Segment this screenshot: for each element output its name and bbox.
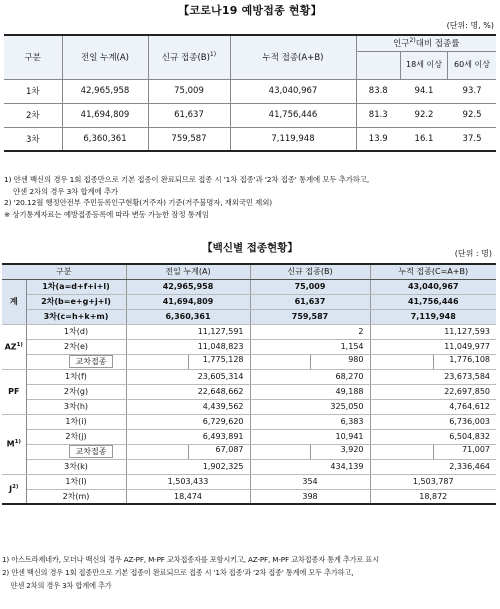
group-total: 계 xyxy=(2,279,26,324)
table-row: 2차(g) 22,648,662 49,188 22,697,850 xyxy=(2,384,496,399)
table-row: 계 1차(a=d+f+i+l) 42,965,958 75,009 43,040,967 xyxy=(2,279,496,294)
unit-label-1: (단위: 명, %) xyxy=(446,21,494,30)
group-az: AZ$^{1)}$ xyxy=(2,324,26,369)
table-row: 2차(j) 6,493,891 10,941 6,504,832 xyxy=(2,429,496,444)
table-row: 3차(k) 1,902,325 434,139 2,336,464 xyxy=(2,459,496,474)
header-age-60: 60세 이상 xyxy=(448,51,496,79)
vaccination-status-table xyxy=(4,34,496,152)
group-m: $M^{1)}$ xyxy=(2,414,26,474)
header-age-18: 18세 이상 xyxy=(400,51,448,79)
group-pf: PF xyxy=(2,369,26,414)
header-new: 신규 접종$(B)^{1)}$ xyxy=(148,35,230,79)
table-row: 3차(c=h+k+m) 6,360,361 759,587 7,119,948 xyxy=(2,309,496,324)
vaccine-type-table xyxy=(2,263,496,505)
table-row-cross: 교차접종 1,775,128 980 1,776,108 xyxy=(2,354,496,369)
vaccine-type-title: 【백신별 접종현황】 xyxy=(202,242,298,254)
table-row: 1차 42,965,958 75,009 43,040,967 83.8 94.1 93.7 xyxy=(4,79,496,103)
table-row: 2차 41,694,809 61,637 41,756,446 81.3 92.2 92.5 xyxy=(4,103,496,127)
vaccination-status-title: 【코로나19 예방접종 현황】 xyxy=(178,4,322,17)
header-cumulative: 누적 접종(A+B) xyxy=(230,35,356,79)
table-row: $M^{1)}$ 1차(i) 6,729,620 6,383 6,736,003 xyxy=(2,414,496,429)
table-row: 3차(h) 4,439,562 325,050 4,764,612 xyxy=(2,399,496,414)
table-row: PF 1차(f) 23,605,314 68,270 23,673,584 xyxy=(2,369,496,384)
footnotes-1: 1) 얀센 백신의 경우 1회 접종만으로 기본 접종이 완료되므로 접종 시 '1차 접종'과 '2차 접종' 통계에 모두 추가하고, 얀센 2차의 경우 3차 합계에 추가 2) '20.12월 행정안전부 주민등록인구현황(거주자) 기준(거주불명자, 재외국민 제외) ※ 상기통계자료는 예방접종등록에 따라 변동 가능한 잠정 통계임 xyxy=(4,175,370,219)
table-row: AZ$^{1)}$ 1차(d) 11,127,591 2 11,127,593 xyxy=(2,324,496,339)
header-prev-total: 전일 누계(A) xyxy=(62,35,148,79)
table-row-cross: 교차접종 67,087 3,920 71,007 xyxy=(2,444,496,459)
table-row: 2차(b=e+g+j+l) 41,694,809 61,637 41,756,446 xyxy=(2,294,496,309)
header-gubun: 구분 xyxy=(2,264,126,279)
table-row: 3차 6,360,361 759,587 7,119,948 13.9 16.1 37.5 xyxy=(4,127,496,151)
header-prev-total: 전일 누계(A) xyxy=(126,264,250,279)
header-cumulative: 누적 접종(C=A+B) xyxy=(370,264,496,279)
header-population-rate: 인구$^{2)}$대비 접종률 xyxy=(356,35,496,51)
unit-label-2: (단위 : 명) xyxy=(454,249,492,258)
table-row: 2차(e) 11,048,823 1,154 11,049,977 xyxy=(2,339,496,354)
header-gubun: 구분 xyxy=(4,35,62,79)
table-row: 2차(m) 18,474 398 18,872 xyxy=(2,489,496,504)
group-j: $J^{2)}$ xyxy=(2,474,26,504)
footnotes-2: 1) 아스트라제네카, 모더나 백신의 경우 AZ-PF, M-PF 교차접종자를 포함시키고, AZ-PF, M-PF 교차접종자 통계 추가로 표시 2) 얀센 백신의 경우 1회 접종만으로 기본 접종이 완료되므로 접종 시 '1차 접종'과 '2차 접종' 통계에 모두 추가하고, 얀센 2차의 경우 3차 합계에 추가 xyxy=(2,555,380,590)
table-header xyxy=(2,264,496,279)
table-row: $J^{2)}$ 1차(l) 1,503,433 354 1,503,787 xyxy=(2,474,496,489)
header-new: 신규 접종(B) xyxy=(250,264,370,279)
